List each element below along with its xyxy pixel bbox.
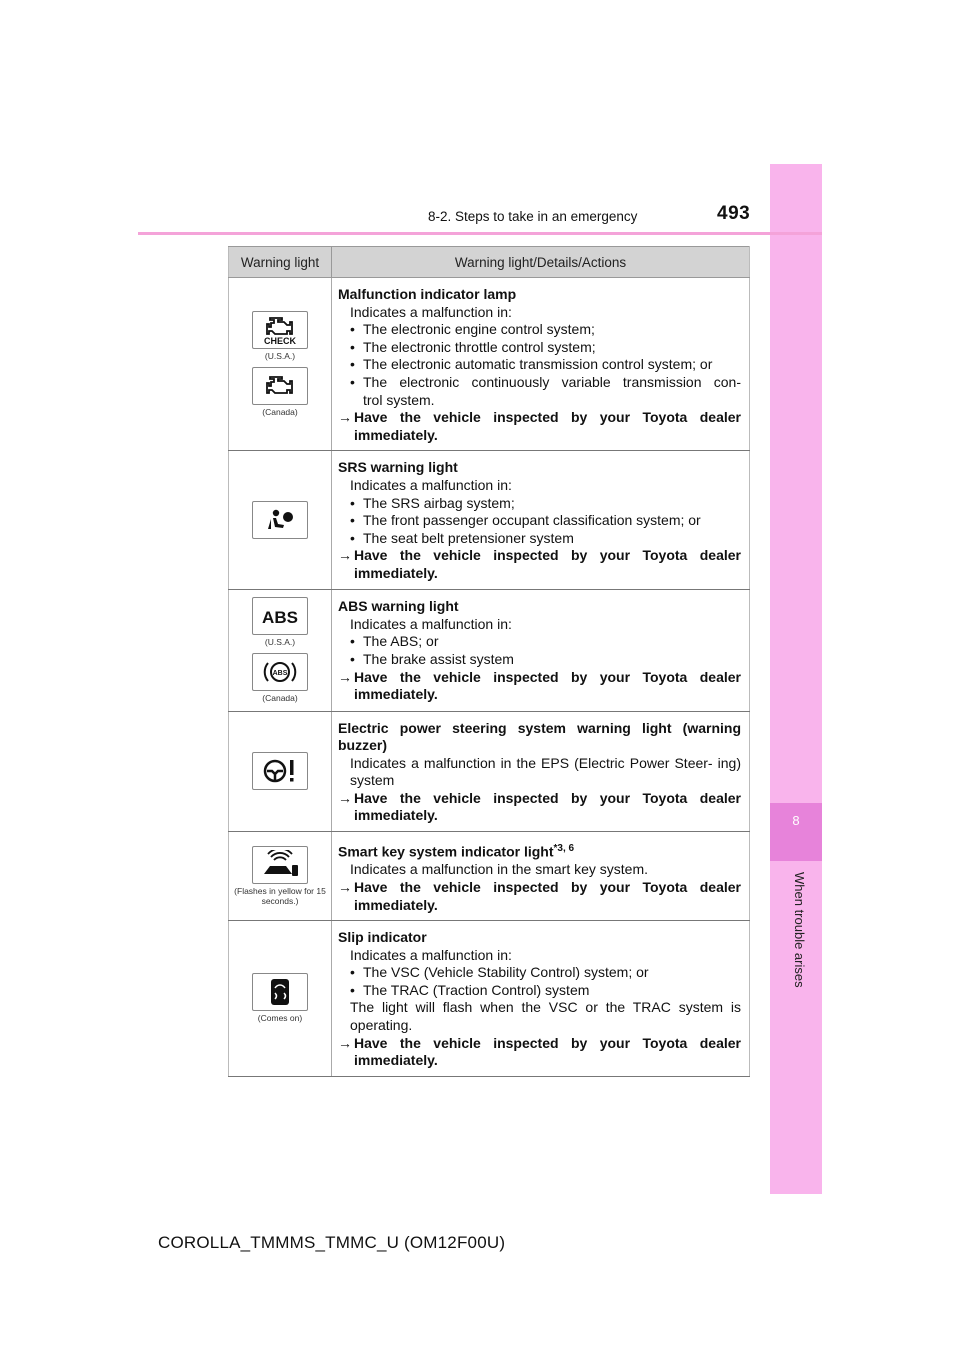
arrow-icon: →: [338, 547, 352, 564]
caption-comes-on: (Comes on): [257, 1013, 303, 1024]
caption-canada: (Canada): [262, 407, 298, 418]
chapter-number: 8: [792, 813, 800, 828]
list-item: • The electronic throttle control system;: [350, 338, 596, 355]
details-cell: [332, 589, 750, 711]
details-cell: [332, 711, 750, 832]
arrow-icon: →: [338, 878, 352, 895]
footer-code: COROLLA_TMMMS_TMMC_U (OM12F00U): [158, 1233, 506, 1252]
column-header-warning-light: Warning light: [229, 247, 332, 278]
row-detail: Indicates a malfunction in the smart key system.: [350, 861, 649, 878]
icon-cell: [229, 921, 332, 1077]
list-item: • The VSC (Vehicle Stability Control) system; or: [350, 964, 649, 981]
caption-flashes: (Flashes in yellow for 15 seconds.): [234, 886, 326, 907]
action-line-continuation: immediately.: [354, 686, 438, 703]
action-line: → Have the vehicle inspected by your Toyota dealer: [338, 409, 741, 426]
check-label: CHECK: [263, 336, 297, 347]
bullet-glyph: •: [350, 338, 355, 355]
arrow-icon: →: [338, 789, 352, 806]
row-title: Malfunction indicator lamp: [338, 286, 517, 302]
action-line-continuation: immediately.: [354, 896, 438, 913]
bullet-glyph: •: [350, 981, 355, 998]
list-item: • The front passenger occupant classification system; or: [350, 512, 701, 529]
details-cell: [332, 278, 750, 451]
bullet-glyph: •: [350, 651, 355, 667]
table-row-eps-warning: [229, 711, 750, 832]
bullet-glyph: •: [350, 373, 355, 390]
bullet-glyph: •: [350, 964, 355, 981]
row-intro: Indicates a malfunction in:: [350, 615, 512, 632]
action-line: → Have the vehicle inspected by your Toyota dealer: [338, 789, 741, 806]
bullet-glyph: •: [350, 321, 355, 338]
column-header-details: Warning light/Details/Actions: [332, 247, 750, 278]
icon-cell: [229, 451, 332, 589]
airbag-icon: [252, 501, 308, 539]
bullet-glyph: •: [350, 512, 355, 529]
arrow-icon: →: [338, 409, 352, 426]
table-row-slip-indicator: [229, 921, 750, 1077]
list-item: • The electronic continuously variable transmission con-: [350, 373, 741, 390]
list-item: • The ABS; or: [350, 633, 439, 650]
slip-indicator-icon: [252, 973, 308, 1011]
steering-wheel-warning-icon: [252, 752, 308, 790]
row-title: Smart key system indicator light$^{*3, 6}$: [338, 843, 575, 860]
icon-cell: [229, 278, 332, 451]
list-item: • The electronic engine control system;: [350, 321, 595, 338]
check-engine-icon: [252, 311, 308, 349]
warning-light-table: [228, 246, 750, 1077]
row-title: Electric power steering system warning light (warning buzzer): [338, 719, 741, 754]
table-row-srs-warning: [229, 451, 750, 589]
row-title: ABS warning light: [338, 598, 459, 615]
arrow-icon: →: [338, 1034, 352, 1051]
list-item: • The TRAC (Traction Control) system: [350, 981, 590, 998]
section-title: 8-2. Steps to take in an emergency: [428, 209, 638, 224]
list-item-continuation: trol system.: [363, 391, 435, 408]
action-line: → Have the vehicle inspected by your Toyota dealer: [338, 547, 741, 564]
row-title: SRS warning light: [338, 459, 458, 476]
list-item: • The electronic automatic transmission control system; or: [350, 356, 713, 373]
header-rule: [138, 232, 822, 235]
icon-cell: [229, 711, 332, 832]
bullet-glyph: •: [350, 529, 355, 546]
arrow-icon: →: [338, 668, 352, 685]
chapter-title: When trouble arises: [792, 872, 807, 988]
smart-key-icon: [252, 846, 308, 884]
list-item: • The seat belt pretensioner system: [350, 529, 574, 546]
action-line-continuation: immediately.: [354, 1052, 438, 1069]
abs-label: ABS: [272, 670, 288, 677]
details-cell: [332, 921, 750, 1077]
action-line: → Have the vehicle inspected by your Toyota dealer: [338, 1034, 741, 1051]
abs-label: ABS: [262, 608, 298, 627]
page-number: 493: [717, 203, 751, 224]
bullet-glyph: •: [350, 633, 355, 650]
row-title: Slip indicator: [338, 929, 427, 946]
action-line-continuation: immediately.: [354, 807, 438, 824]
row-note: The light will flash when the VSC or the TRAC system is operating.: [350, 999, 741, 1034]
engine-icon: [252, 367, 308, 405]
abs-text-icon: [252, 597, 308, 635]
side-tab-band: [770, 164, 822, 1194]
row-intro: Indicates a malfunction in:: [350, 476, 512, 493]
icon-cell: [229, 832, 332, 921]
row-intro: Indicates a malfunction in:: [350, 946, 512, 963]
table-row-abs-warning: [229, 589, 750, 711]
details-cell: [332, 451, 750, 589]
footnote-superscript: *3, 6: [553, 843, 575, 855]
bullet-glyph: •: [350, 356, 355, 373]
action-line-continuation: immediately.: [354, 426, 438, 443]
list-item: • The brake assist system: [350, 651, 514, 667]
caption-usa: (U.S.A.): [264, 637, 296, 647]
row-detail: Indicates a malfunction in the EPS (Electric Power Steer- ing) system: [350, 754, 741, 789]
table-row-malfunction-indicator: [229, 278, 750, 451]
icon-cell: [229, 589, 332, 711]
action-line: → Have the vehicle inspected by your Toyota dealer: [338, 878, 741, 895]
caption-usa: (U.S.A.): [264, 351, 296, 362]
table-header-row: [229, 247, 750, 278]
list-item: • The SRS airbag system;: [350, 494, 515, 511]
table-row-smart-key: [229, 832, 750, 921]
bullet-glyph: •: [350, 494, 355, 511]
action-line: → Have the vehicle inspected by your Toyota dealer: [338, 668, 741, 685]
action-line-continuation: immediately.: [354, 564, 438, 581]
caption-canada: (Canada): [262, 693, 298, 703]
chapter-number-tab: [770, 803, 822, 861]
abs-circle-icon: [252, 653, 308, 691]
row-intro: Indicates a malfunction in:: [350, 303, 512, 320]
details-cell: [332, 832, 750, 921]
